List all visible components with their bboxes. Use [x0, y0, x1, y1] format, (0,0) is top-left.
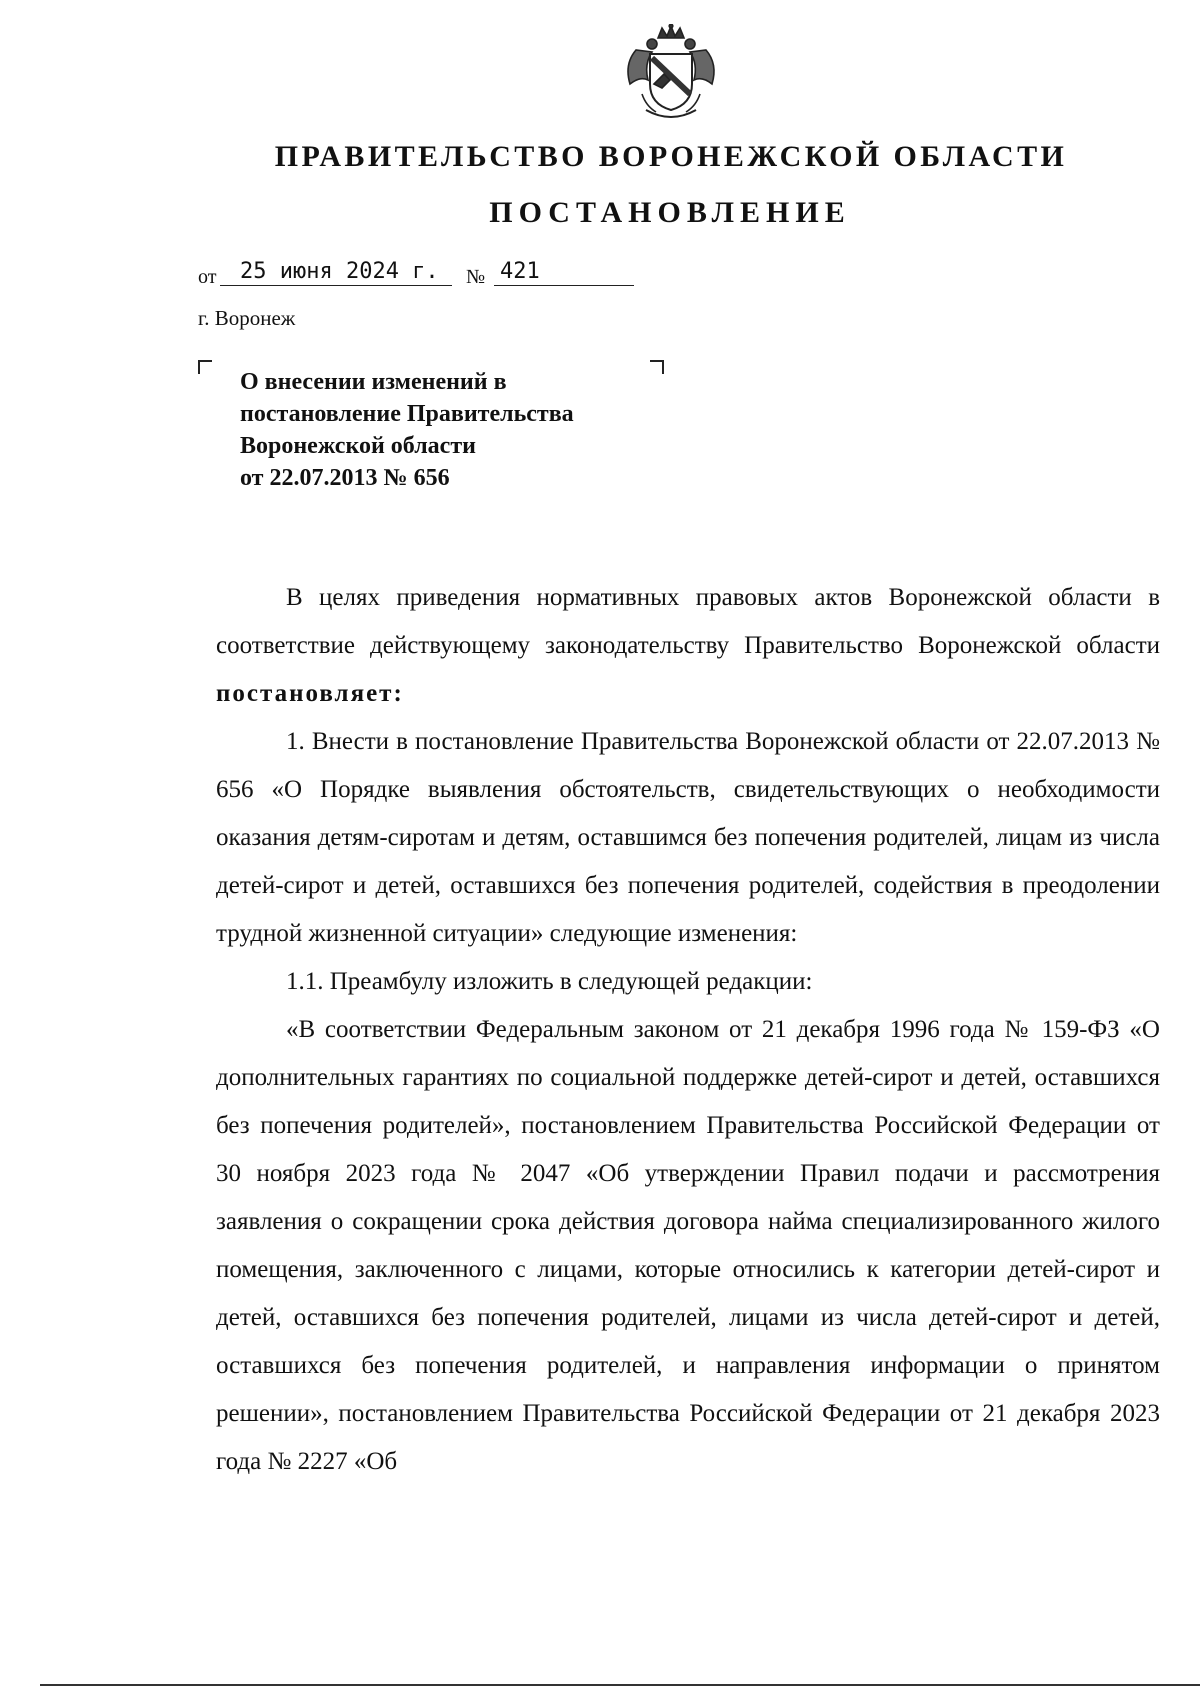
document-number: 421: [494, 258, 634, 286]
date-prefix: от: [198, 266, 217, 288]
document-subject: [240, 366, 660, 494]
subject-line: О внесении изменений в: [240, 369, 507, 395]
date-number-line: [198, 258, 668, 292]
paragraph-text: В целях приведения нормативных правовых актов Воронежской области в соответствие действующему законодательству Правительство Воронежской области: [216, 584, 1160, 659]
resolution-keyword: постановляет:: [216, 680, 404, 707]
subject-line: от 22.07.2013 № 656: [240, 465, 450, 491]
paragraph-item-1: 1. Внести в постановление Правительства Воронежской области от 22.07.2013 № 656 «О Порядке выявления обстоятельств, свидетельствующих о необходимости оказания детям-сиротам и детям, оставшимся без попечения родителей, лицам из числа детей-сирот и детей, оставшихся без попечения родителей, содействия в преодолении трудной жизненной ситуации» следующие изменения:: [216, 728, 1160, 947]
subject-line: постановление Правительства: [240, 401, 574, 427]
page-bottom-rule: [40, 1684, 1200, 1686]
coat-of-arms-icon: [616, 24, 726, 124]
paragraph-quoted-preamble: «В соответствии Федеральным законом от 21 декабря 1996 года № 159-ФЗ «О дополнительных гарантиях по социальной поддержке детей-сирот и детей, оставшихся без попечения родителей», постановлением Правительства Российской Федерации от 30 ноября 2023 года № 2047 «Об утверждении Правил подачи и рассмотрения заявления о сокращении срока действия договора найма специализированного жилого помещения, заключенного с лицами, которые относились к категории детей-сирот и детей, оставшихся без попечения родителей, лицами из числа детей-сирот и детей, оставшихся без попечения родителей, и направления информации о принятом решении», постановлением Правительства Российской Федерации от 21 декабря 2023 года № 2227 «Об: [216, 1016, 1160, 1475]
city-label: г. Воронеж: [198, 306, 296, 330]
subject-line: Воронежской области: [240, 433, 476, 459]
subject-corner-left: [198, 360, 212, 374]
document-type-title: ПОСТАНОВЛЕНИЕ: [489, 196, 851, 229]
document-body: [216, 574, 1160, 1486]
document-date: 25 июня 2024 г.: [220, 258, 452, 286]
paragraph-preamble: [216, 574, 1160, 718]
paragraph-item-1-1: 1.1. Преамбулу изложить в следующей редакции:: [286, 968, 813, 995]
number-prefix: №: [466, 266, 486, 288]
organization-title: ПРАВИТЕЛЬСТВО ВОРОНЕЖСКОЙ ОБЛАСТИ: [274, 140, 1068, 173]
